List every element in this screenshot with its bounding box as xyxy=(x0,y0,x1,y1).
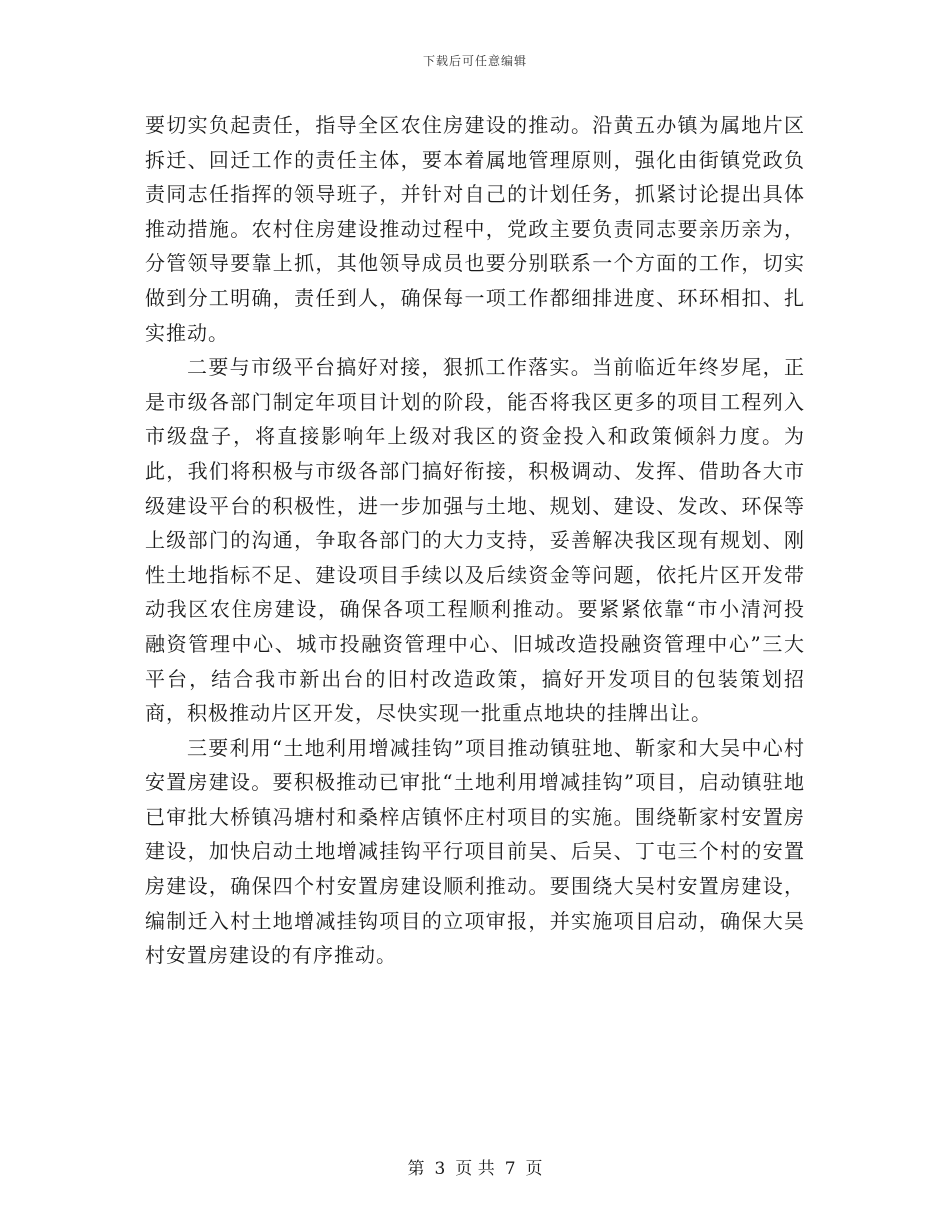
paragraph-platform-docking: 二要与市级平台搞好对接，狠抓工作落实。当前临近年终岁尾，正是市级各部门制定年项目计划的阶段，能否将我区更多的项目工程列入市级盘子，将直接影响年上级对我区的资金投入和政策倾斜力度。为此，我们将积极与市级各部门搞好衔接，积极调动、发挥、借助各大市级建设平台的积极性，进一步加强与土地、规划、建设、发改、环保等上级部门的沟通，争取各部门的大力支持，妥善解决我区现有规划、刚性土地指标不足、建设项目手续以及后续资金等问题，依托片区开发带动我区农住房建设，确保各项工程顺利推动。要紧紧依靠“市小清河投融资管理中心、城市投融资管理中心、旧城改造投融资管理中心”三大平台，结合我市新出台的旧村改造政策，搞好开发项目的包装策划招商，积极推动片区开发，尽快实现一批重点地块的挂牌出让。 xyxy=(145,355,805,726)
page-number: 3 xyxy=(434,1159,446,1179)
footer-middle: 页 共 xyxy=(455,1159,495,1179)
page-header: 下载后可任意编辑 xyxy=(422,54,527,68)
footer-prefix: 第 xyxy=(407,1159,425,1179)
paragraph-land-linkage: 三要利用“土地利用增减挂钩”项目推动镇驻地、靳家和大吴中心村安置房建设。要积极推动已审批“土地利用增减挂钩”项目，启动镇驻地已审批大桥镇冯塘村和桑梓店镇怀庄村项目的实施。围绕靳家村安置房建设，加快启动土地增减挂钩平行项目前吴、后吴、丁屯三个村的安置房建设，确保四个村安置房建设顺利推动。要围绕大吴村安置房建设，编制迁入村土地增减挂钩项目的立项审报，并实施项目启动，确保大吴村安置房建设的有序推动。 xyxy=(145,735,805,968)
page-footer xyxy=(0,1154,950,1179)
paragraph-continuation: 要切实负起责任，指导全区农住房建设的推动。沿黄五办镇为属地片区拆迁、回迁工作的责任主体，要本着属地管理原则，强化由街镇党政负责同志任指挥的领导班子，并针对自己的计划任务，抓紧讨论提出具体推动措施。农村住房建设推动过程中，党政主要负责同志要亲历亲为，分管领导要靠上抓，其他领导成员也要分别联系一个方面的工作，切实做到分工明确，责任到人，确保每一项工作都细排进度、环环相扣、扎实推动。 xyxy=(145,113,805,345)
total-pages: 7 xyxy=(504,1159,516,1179)
document-body xyxy=(145,108,805,973)
footer-suffix: 页 xyxy=(525,1159,543,1179)
